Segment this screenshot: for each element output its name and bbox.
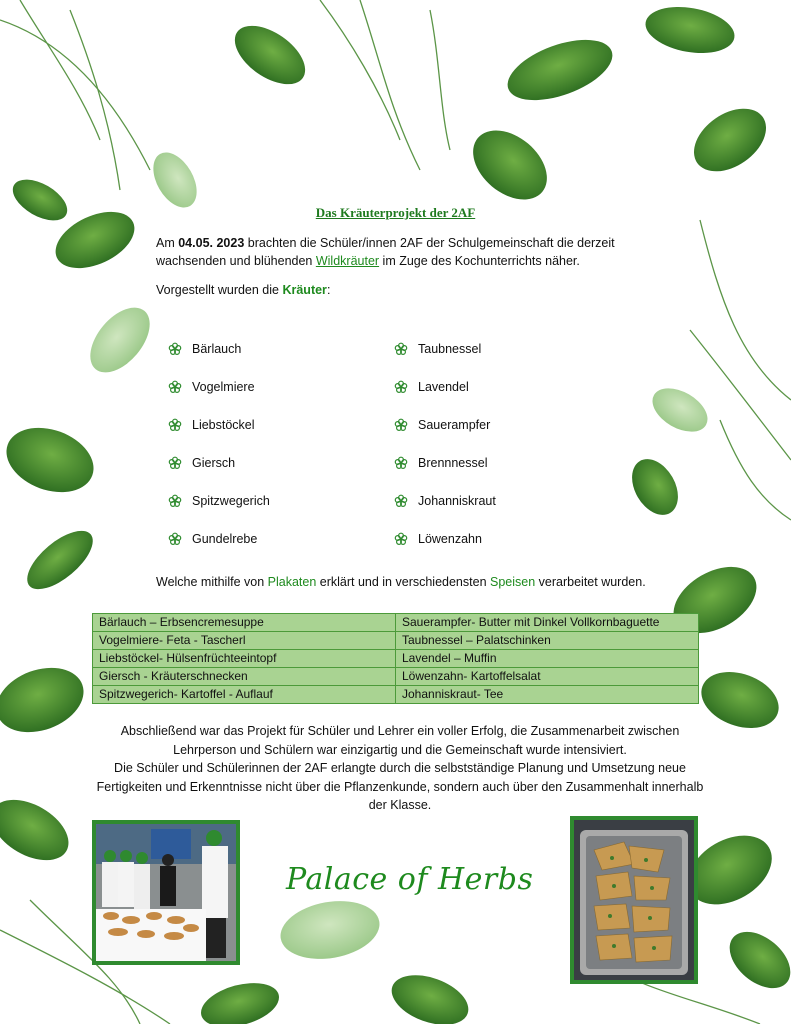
herb-item [394,368,594,406]
herb-item [168,330,368,368]
herb-name: Liebstöckel [192,418,255,432]
closing-text-1: Abschließend war das Projekt für Schüler und Lehrer ein voller Erfolg, die Zusammenarbeit zwischen Lehrperson und Schülern war einzigartig und die Gemeinschaft wurde intensiviert. [120,724,680,757]
dish-cell: Sauerampfer- Butter mit Dinkel Vollkornbaguette [396,614,699,632]
project-date: 04.05. 2023 [178,236,245,250]
flower-icon [394,342,408,356]
flower-icon [168,342,182,356]
herb-name: Gundelrebe [192,532,258,546]
herb-name: Brennnessel [418,456,488,470]
page-title: Das Kräuterprojekt der 2AF [315,205,476,220]
table-row [93,686,699,704]
dish-cell: Lavendel – Muffin [396,650,699,668]
intro-paragraph [156,234,636,270]
helper-text-1: Welche mithilfe von [156,575,268,589]
dish-cell: Liebstöckel- Hülsenfrüchteeintopf [93,650,396,668]
dish-cell: Johanniskraut- Tee [396,686,699,704]
flower-icon [168,494,182,508]
herb-item [168,520,368,558]
herb-name: Bärlauch [192,342,242,356]
table-row [93,632,699,650]
flower-icon [168,456,182,470]
herb-name: Giersch [192,456,236,470]
herb-name: Spitzwegerich [192,494,270,508]
herb-item [394,520,594,558]
intro-text-1: Am [156,236,179,250]
plakaten-word: Plakaten [267,575,317,589]
presented-line [156,283,330,297]
food-tray-photo [570,816,698,984]
dish-cell: Taubnessel – Palatschinken [396,632,699,650]
herb-name: Taubnessel [418,342,482,356]
presented-text-2: : [326,283,331,297]
herb-name: Lavendel [418,380,469,394]
herb-name: Sauerampfer [418,418,491,432]
presented-text-1: Vorgestellt wurden die [156,283,283,297]
flower-icon [394,380,408,394]
table-row [93,614,699,632]
herb-item [394,444,594,482]
wildkraeuter-link[interactable]: Wildkräuter [315,254,380,268]
flower-icon [394,418,408,432]
flower-icon [394,532,408,546]
herb-item [394,406,594,444]
table-row [93,650,699,668]
herb-item [168,482,368,520]
closing-paragraph [90,722,710,815]
flower-icon [168,380,182,394]
intro-text-3: im Zuge des Kochunterrichts näher. [379,254,580,268]
herb-item [168,444,368,482]
herb-item [168,406,368,444]
closing-text-2: Die Schüler und Schülerinnen der 2AF erlangte durch die selbstständige Planung und Umsetzung neue Fertigkeiten und Erkenntnisse nicht über die Pflanzenkunde, sondern auch über den Zusammenhalt innerhalb der Klasse. [96,761,704,812]
herb-item [168,368,368,406]
herb-name: Vogelmiere [192,380,255,394]
palace-of-herbs-signature: Palace of Herbs [286,862,534,897]
herb-item [394,330,594,368]
flower-icon [394,456,408,470]
speisen-word: Speisen [490,575,536,589]
herb-item [394,482,594,520]
helper-text-2: erklärt und in verschiedensten [316,575,490,589]
dish-cell: Löwenzahn- Kartoffelsalat [396,668,699,686]
helper-text-3: verarbeitet wurden. [535,575,646,589]
herb-name: Löwenzahn [418,532,482,546]
table-row [93,668,699,686]
dish-cell: Vogelmiere- Feta - Tascherl [93,632,396,650]
dish-cell: Bärlauch – Erbsencremesuppe [93,614,396,632]
intro-text-2: brachten die Schüler/innen 2AF der Schulgemeinschaft die derzeit wachsenden und blühenden [156,236,615,268]
dish-cell: Spitzwegerich- Kartoffel - Auflauf [93,686,396,704]
dishes-table [92,613,699,704]
kraeuter-word: Kräuter [282,283,327,297]
herb-list-right [394,330,594,558]
flower-icon [394,494,408,508]
flower-icon [168,532,182,546]
dish-cell: Giersch - Kräuterschnecken [93,668,396,686]
flower-icon [168,418,182,432]
helper-line [156,575,646,589]
herb-name: Johanniskraut [418,494,496,508]
herb-list-left [168,330,368,558]
students-buffet-photo [92,820,240,965]
